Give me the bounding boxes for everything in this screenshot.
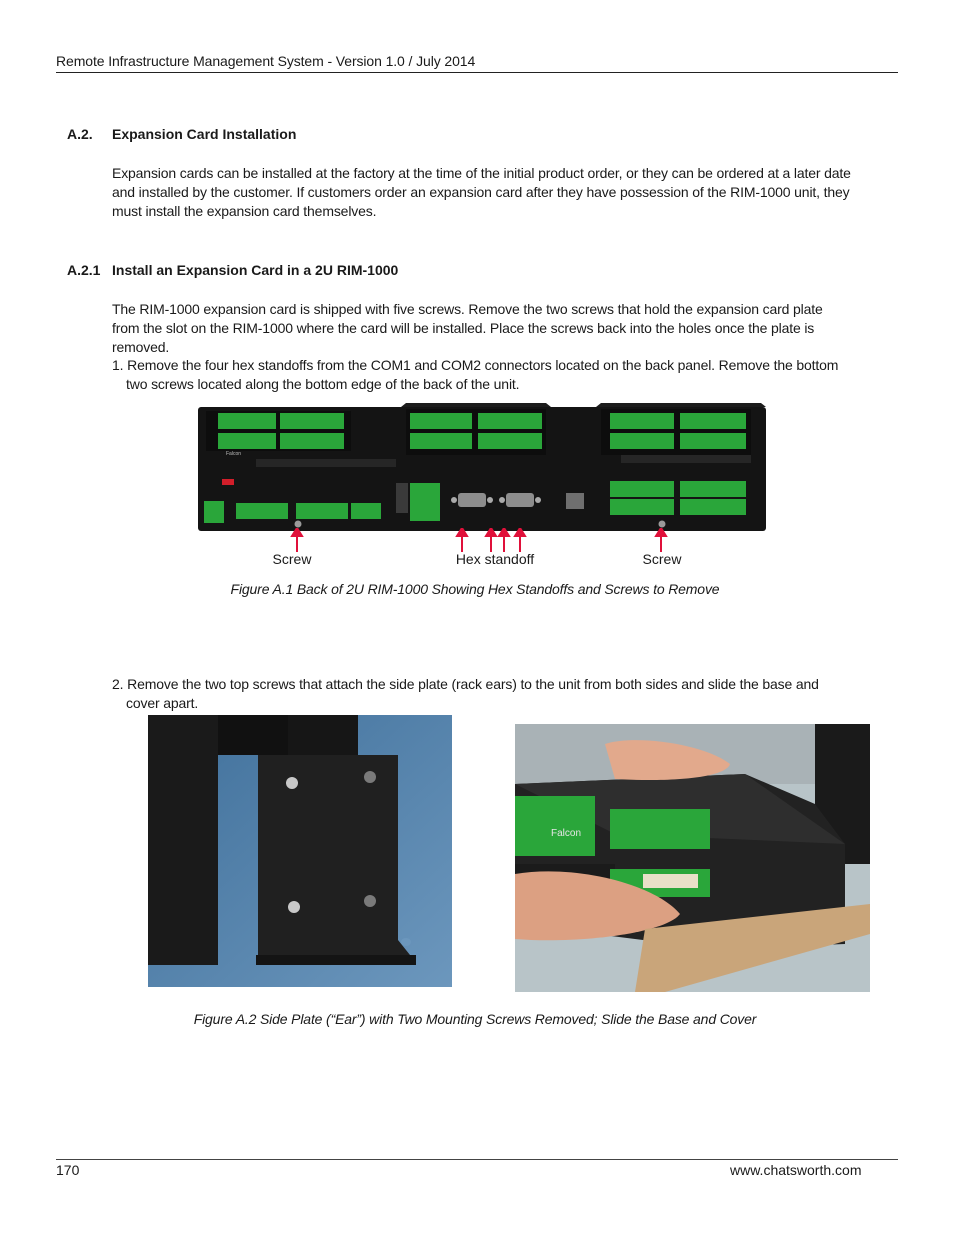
arrow-screw-right [656,528,666,536]
back-panel-illustration [196,403,768,535]
hex-standoff-4 [535,497,541,503]
com1-connector [458,493,486,507]
subsection-number: A.2.1 [67,262,101,278]
figure-back-panel [196,403,768,535]
label-screw-left: Screw [272,551,312,567]
screw-hole-top-left [286,777,298,789]
page-number: 170 [56,1162,80,1178]
section-number: A.2. [67,126,93,142]
arrow-screw-left [292,528,302,536]
hex-standoff-3 [499,497,505,503]
screw-hole-bottom-left [288,901,300,913]
step-1: 1. Remove the four hex standoffs from the COM1 and COM2 connectors located on the back panel. Remove the bottom two screws located along the bottom edge of the back of the unit. [112,357,839,392]
section-title: Expansion Card Installation [112,126,297,142]
step-2: 2. Remove the two top screws that attach the side plate (rack ears) to the unit from both sides and slide the base and cover apart. [112,676,819,711]
photo-side-plate [148,715,452,987]
website-link[interactable]: www.chatsworth.com [730,1162,862,1178]
hex-standoff-1 [451,497,457,503]
subsection-title: Install an Expansion Card in a 2U RIM-1000 [112,262,399,278]
figure-a2-caption: Figure A.2 Side Plate (“Ear”) with Two Mounting Screws Removed; Slide the Base and Cover [193,1011,757,1027]
running-header: Remote Infrastructure Management System - Version 1.0 / July 2014 [56,53,476,69]
bottom-screw-left [295,521,302,528]
photo-brand: Falcon [551,828,582,839]
photo-slide-cover [515,724,870,992]
screw-hole-top-right [364,771,376,783]
ethernet-port [566,493,584,509]
side-plate [258,755,410,955]
section-paragraph: Expansion cards can be installed at the factory at the time of the initial product order, or they can be ordered at a later date and installed by the customer. If customers order an expansion card after they have possession of the RIM-1000 unit, they must install the expansion card themselves. [112,165,851,219]
screw-hole-bottom-right [364,895,376,907]
panel-brand-left: Falcon [226,451,242,457]
header-rule [56,72,898,73]
footer-rule [56,1159,898,1160]
label-hex-standoff: Hex standoff [455,551,535,567]
subsection-paragraph: The RIM-1000 expansion card is shipped with five screws. Remove the two screws that hold the expansion card plate from the slot on the RIM-1000 where the card will be installed. Place the screws back into the holes once the plate is removed. [112,301,823,355]
com2-connector [506,493,534,507]
bottom-screw-right [659,521,666,528]
label-screw-right: Screw [642,551,682,567]
figure-a1-caption: Figure A.1 Back of 2U RIM-1000 Showing Hex Standoffs and Screws to Remove [230,581,720,597]
hex-standoff-2 [487,497,493,503]
